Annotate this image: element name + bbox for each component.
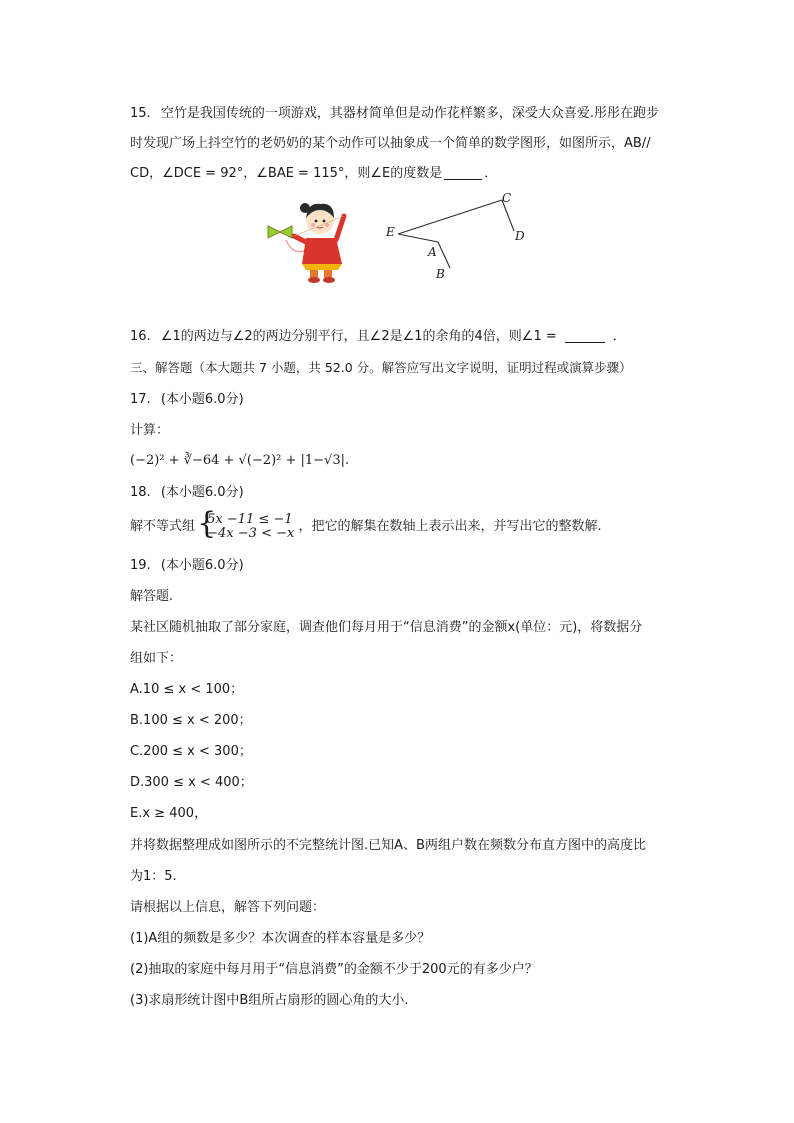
q15-line3 xyxy=(130,164,497,184)
q15-end: ． xyxy=(484,166,498,181)
section3-title: 三、解答题（本大题共 7 小题，共 52.0 分。解答应写出文字说明，证明过程或演算步骤） xyxy=(130,360,632,375)
q19-paragraph1: 某社区随机抽取了部分家庭，调查他们每月用于“信息消费”的金额x(单位：元)，将数据分 xyxy=(130,620,643,635)
q19-number: 19. xyxy=(130,558,151,573)
inequality-1: 5x −11 ≤ −1 xyxy=(207,511,293,527)
group-item-C: C.200 ≤ x < 300； xyxy=(130,744,252,759)
q15-number: 15. xyxy=(130,106,151,121)
q16-number: 16. xyxy=(130,329,151,344)
q15-text-line1: 空竹是我国传统的一项游戏，其器材简单但是动作花样繁多，深受大众喜爱.彤彤在跑步 xyxy=(160,106,659,121)
brace-symbol: { xyxy=(197,505,217,541)
q18-number: 18. xyxy=(130,485,151,500)
group-item-A: A.10 ≤ x < 100； xyxy=(130,682,244,697)
q15-answer-blank[interactable] xyxy=(444,165,482,180)
q17-number: 17. xyxy=(130,392,151,407)
inequality-2: −4x −3 < −x xyxy=(207,525,295,541)
kid-playing-diabolo-illustration xyxy=(268,203,344,283)
label-A: A xyxy=(428,245,437,259)
q15-line1 xyxy=(130,104,659,124)
segment-AB xyxy=(438,242,450,268)
label-C: C xyxy=(502,191,512,205)
q19-paragraph3: 并将数据整理成如图所示的不完整统计图.已知A、B两组户数在频数分布直方图中的高度比 xyxy=(130,838,646,853)
q16-end: ． xyxy=(612,329,626,344)
q17-instruction: 计算： xyxy=(130,423,170,438)
q19-paragraph2: 组如下： xyxy=(130,651,183,666)
group-item-B: B.100 ≤ x < 200； xyxy=(130,713,252,728)
group-item-D: D.300 ≤ x < 400； xyxy=(130,775,253,790)
q15-figure xyxy=(258,186,558,286)
q15-text-line3: CD，∠DCE = 92°，∠BAE = 115°，则∠E的度数是 xyxy=(130,166,443,181)
q19-paragraph5: 请根据以上信息，解答下列问题： xyxy=(130,900,326,915)
q19-intro: 解答题. xyxy=(130,589,174,604)
inequality-system xyxy=(197,505,295,541)
q18-score: (本小题6.0分) xyxy=(160,485,244,500)
segment-EC xyxy=(398,200,502,234)
q16-answer-blank[interactable] xyxy=(565,328,605,343)
q17-header xyxy=(130,390,244,410)
segment-EA xyxy=(398,234,438,242)
q18-line xyxy=(130,505,602,542)
q19-question-1: (1)A组的频数是多少？本次调查的样本容量是多少？ xyxy=(130,931,431,946)
q17-score: (本小题6.0分) xyxy=(160,392,244,407)
q17-expression: (−2)² + ∛−64 + √(−2)² + |1−√3|. xyxy=(130,453,350,468)
q19-header xyxy=(130,556,244,576)
q19-paragraph4: 为1：5. xyxy=(130,869,177,884)
q16-text: ∠1的两边与∠2的两边分别平行，且∠2是∠1的余角的4倍，则∠1 = xyxy=(160,329,557,344)
q19-question-3: (3)求扇形统计图中B组所占扇形的圆心角的大小. xyxy=(130,993,409,1008)
q19-question-2: (2)抽取的家庭中每月用于“信息消费”的金额不少于200元的有多少户？ xyxy=(130,962,538,977)
label-B: B xyxy=(436,267,445,281)
q19-score: (本小题6.0分) xyxy=(160,558,244,573)
q15-text-line2: 时发现广场上抖空竹的老奶奶的某个动作可以抽象成一个简单的数学图形，如图所示，AB// xyxy=(130,136,651,151)
q18-prefix: 解不等式组 xyxy=(130,519,196,534)
q18-header xyxy=(130,483,244,503)
q16-line xyxy=(130,327,626,347)
label-E: E xyxy=(386,225,395,239)
q18-suffix: ，把它的解集在数轴上表示出来，并写出它的整数解. xyxy=(298,519,602,534)
group-item-E: E.x ≥ 400， xyxy=(130,806,208,821)
angle-geometry-diagram xyxy=(398,200,514,268)
label-D: D xyxy=(515,229,525,243)
